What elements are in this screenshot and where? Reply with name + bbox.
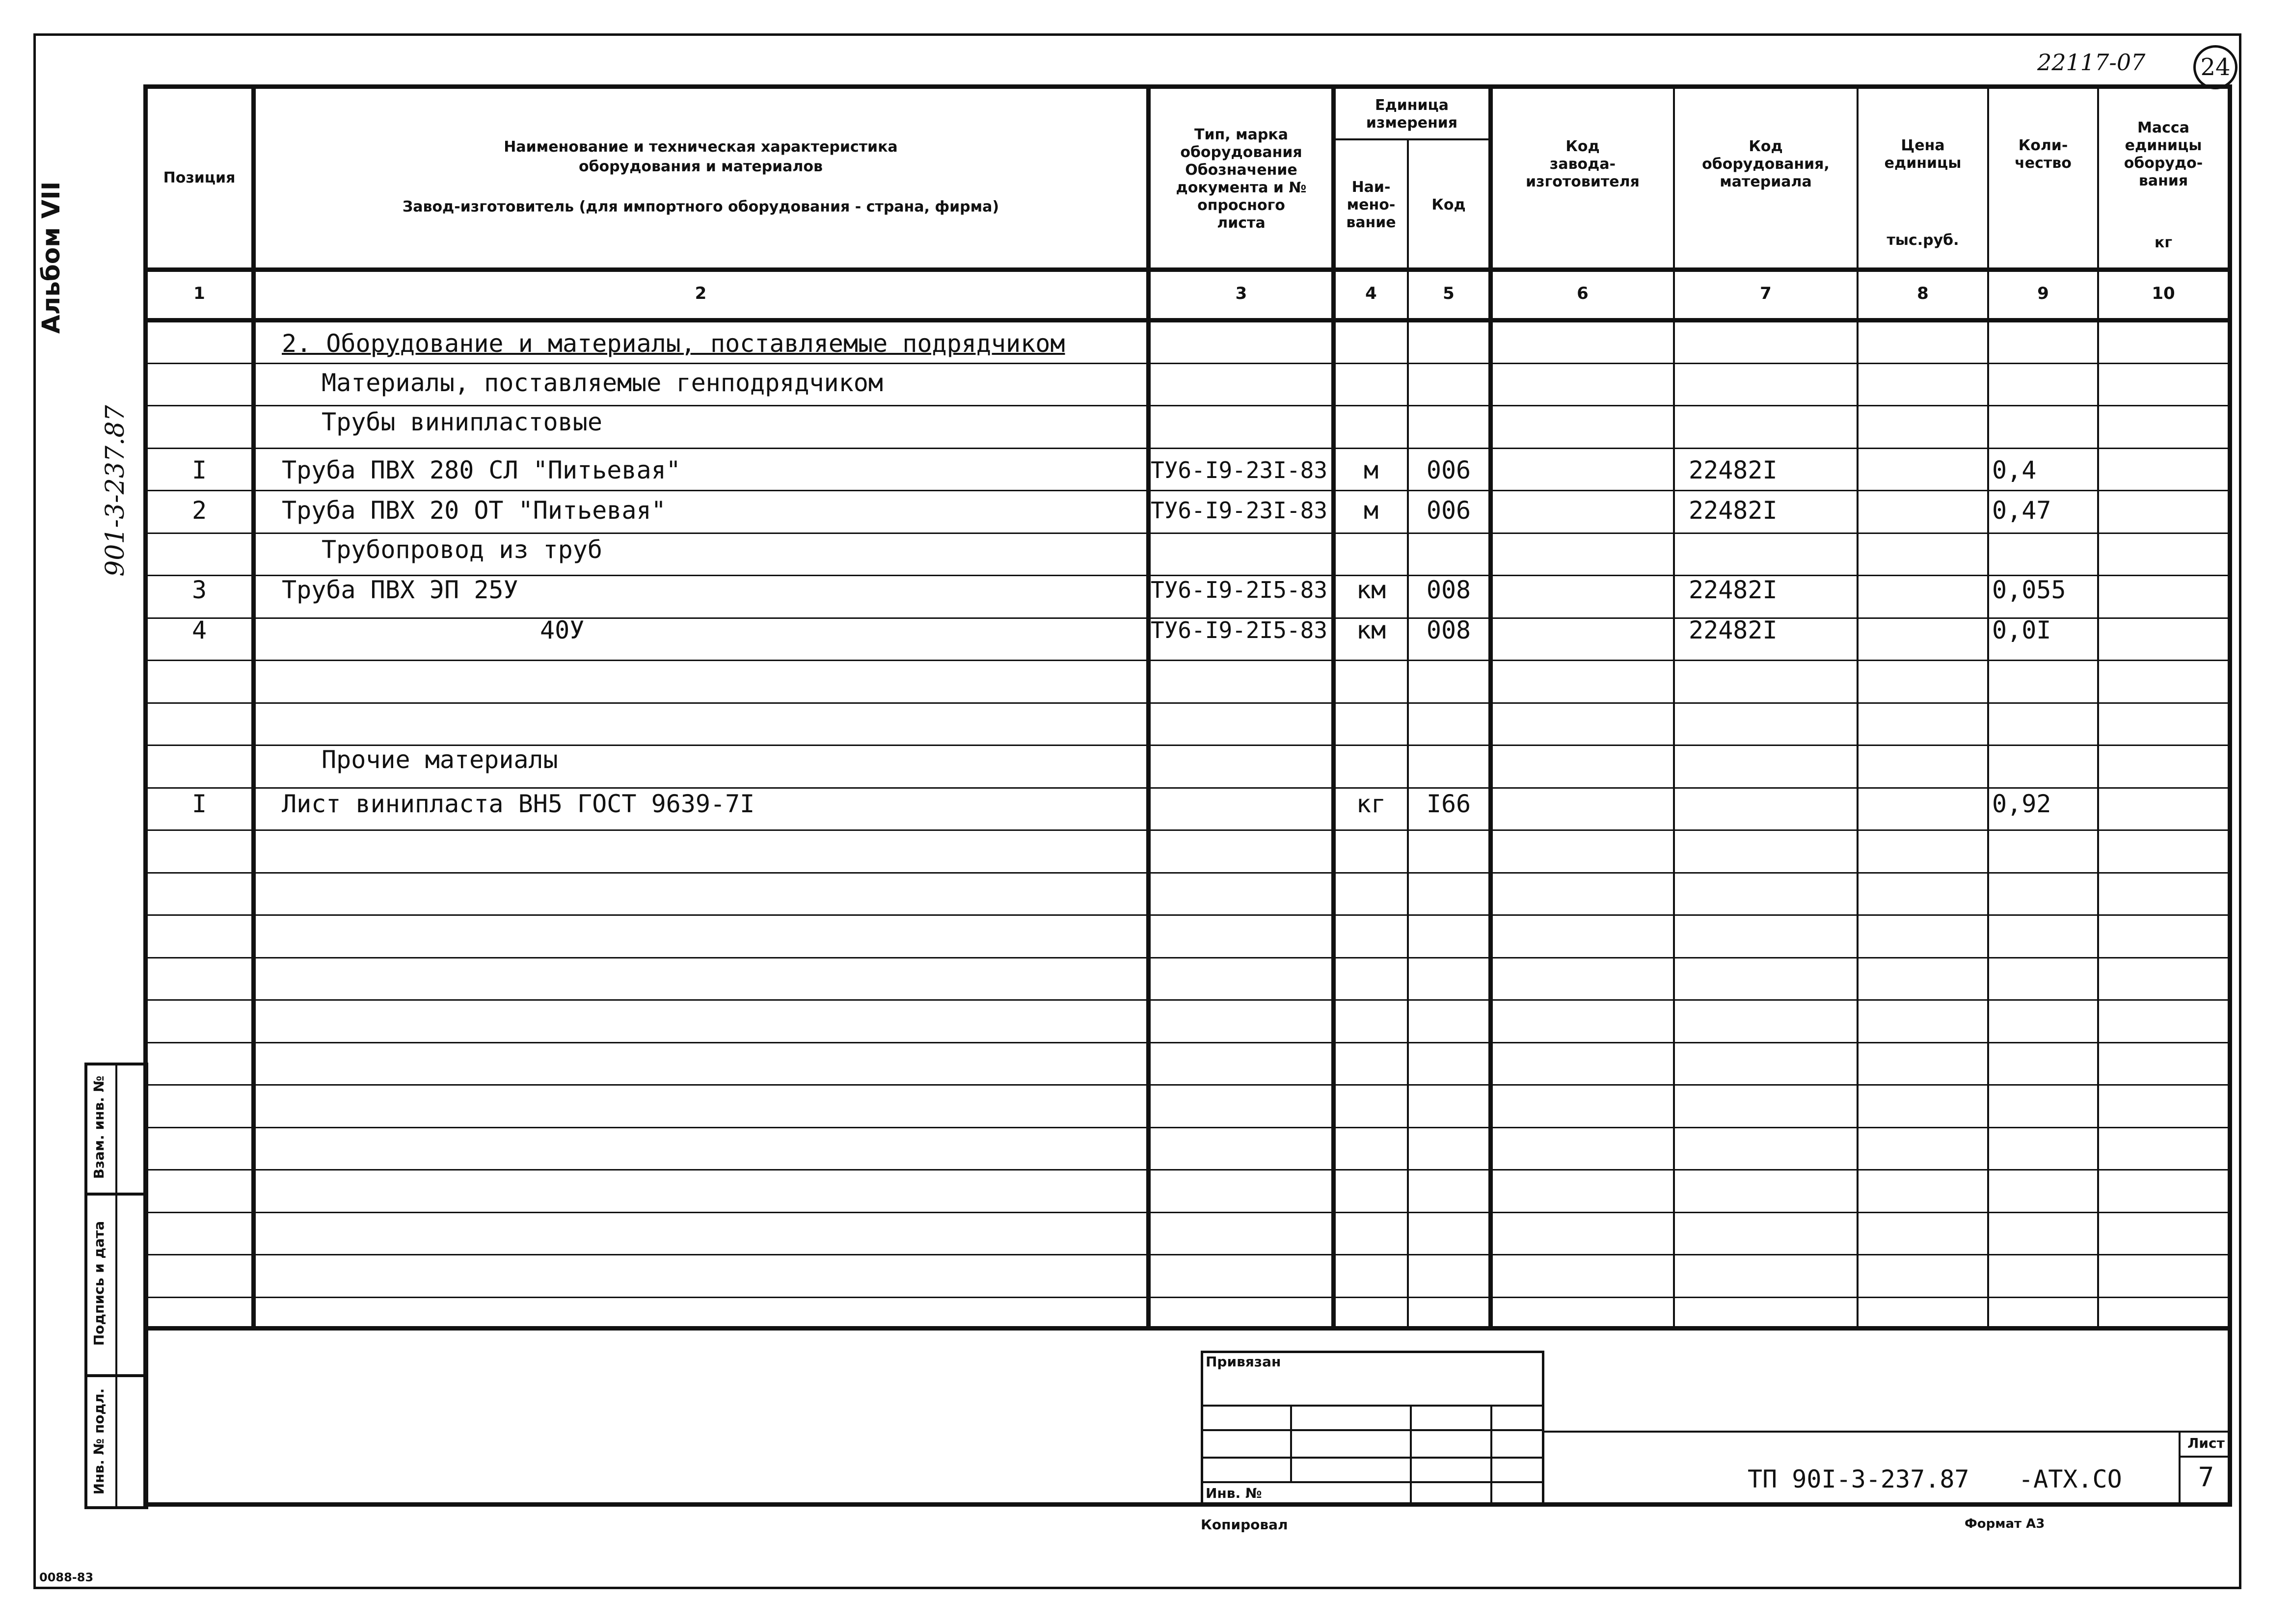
row-divider	[143, 1212, 2232, 1213]
doc-number: 22117-07	[2037, 49, 2146, 76]
row-position: 4	[191, 616, 207, 644]
stamp-signature-date: Подпись и дата	[91, 1221, 107, 1346]
colnum-10: 10	[2152, 284, 2175, 303]
hdr-name-line2: оборудования и материалов	[579, 158, 823, 175]
stamp-inv-podl: Инв. № подл.	[91, 1388, 107, 1495]
designation-suffix: -АТХ.СО	[2019, 1465, 2122, 1493]
project-number-vertical: 901-3-237.87	[101, 405, 130, 577]
hdr-price-unit: тыс.руб.	[1887, 232, 1959, 249]
hdr-unit-code: Код	[1431, 196, 1466, 213]
colnum-7: 7	[1760, 284, 1772, 303]
corner-code: 0088-83	[39, 1571, 94, 1584]
hdr-position: Позиция	[163, 169, 236, 186]
sheet-label: Лист	[2187, 1435, 2225, 1451]
copied-label: Копировал	[1201, 1517, 1288, 1533]
row-divider	[143, 702, 2232, 704]
row-divider	[143, 829, 2232, 831]
row-name: Труба ПВХ 280 СЛ "Питьевая"	[282, 456, 681, 484]
hdr-price: Цена единицы	[1884, 137, 1962, 172]
row-divider	[143, 999, 2232, 1001]
row-name: Прочие материалы	[322, 745, 558, 774]
row-unit: м	[1363, 456, 1379, 484]
row-position: 2	[191, 496, 207, 525]
row-position: I	[191, 456, 207, 484]
row-quantity: 0,92	[1992, 790, 2051, 818]
hdr-mass: Масса единицы оборудо- вания	[2124, 119, 2203, 189]
row-quantity: 0,4	[1992, 456, 2037, 484]
hdr-name-line3: Завод-изготовитель (для импортного оборудования - страна, фирма)	[402, 198, 999, 215]
row-divider	[143, 1297, 2232, 1298]
row-equipment-code: 22482I	[1689, 576, 1778, 604]
row-unit-code: 006	[1426, 456, 1471, 484]
row-unit-code: 008	[1426, 576, 1471, 604]
stamp-vzam-inv: Взам. инв. №	[91, 1075, 107, 1179]
row-unit: м	[1363, 496, 1379, 525]
colnum-5: 5	[1443, 284, 1455, 303]
row-type: ТУ6-I9-2I5-83	[1151, 577, 1328, 603]
row-name: Труба ПВХ ЭП 25У	[282, 576, 518, 604]
row-unit: км	[1356, 616, 1386, 644]
row-divider	[143, 914, 2232, 916]
colnum-8: 8	[1917, 284, 1929, 303]
colnum-9: 9	[2037, 284, 2049, 303]
album-label: Альбом VII	[37, 181, 65, 334]
row-name: Материалы, поставляемые генподрядчиком	[322, 369, 883, 397]
row-type: ТУ6-I9-23I-83	[1151, 497, 1328, 524]
hdr-name-line1: Наименование и техническая характеристика	[504, 138, 898, 156]
row-divider	[143, 1042, 2232, 1043]
row-unit-code: I66	[1426, 790, 1471, 818]
hdr-factory-code: Код завода- изготовителя	[1526, 138, 1640, 190]
hdr-unit-name: Наи- мено- вание	[1346, 178, 1396, 231]
row-quantity: 0,0I	[1992, 616, 2051, 644]
row-name: Трубы винипластовые	[322, 408, 602, 436]
colnum-1: 1	[193, 284, 205, 303]
row-divider	[143, 532, 2232, 534]
row-unit-code: 006	[1426, 496, 1471, 525]
row-name: Трубопровод из труб	[322, 535, 602, 564]
hdr-mass-unit: кг	[2154, 234, 2173, 251]
row-name: Лист винипласта ВН5 ГОСТ 9639-7I	[282, 790, 755, 818]
format-label: Формат А3	[1965, 1517, 2045, 1531]
privyazan-label: Привязан	[1206, 1354, 1281, 1370]
row-divider	[143, 1084, 2232, 1086]
colnum-3: 3	[1235, 284, 1247, 303]
row-position: 3	[191, 576, 207, 604]
row-quantity: 0,055	[1992, 576, 2066, 604]
row-name: 40У	[540, 616, 585, 644]
row-divider	[143, 490, 2232, 491]
hdr-unit-group: Единица измерения	[1366, 96, 1458, 132]
row-unit: кг	[1356, 790, 1386, 818]
hdr-equipment-code: Код оборудования, материала	[1702, 138, 1830, 190]
designation-code: ТП 90I-3-237.87	[1748, 1465, 1969, 1493]
hdr-quantity: Коли- чество	[2015, 137, 2072, 172]
row-divider	[143, 1127, 2232, 1128]
row-divider	[143, 787, 2232, 789]
row-equipment-code: 22482I	[1689, 456, 1778, 484]
row-divider	[143, 660, 2232, 661]
row-divider	[143, 448, 2232, 449]
row-divider	[143, 1254, 2232, 1255]
privyazan-box	[1201, 1351, 1544, 1507]
row-divider	[143, 1169, 2232, 1171]
row-type: ТУ6-I9-2I5-83	[1151, 617, 1328, 643]
row-position: I	[191, 790, 207, 818]
row-unit-code: 008	[1426, 616, 1471, 644]
row-name: 2. Оборудование и материалы, поставляемые подрядчиком	[282, 329, 1065, 358]
row-divider	[143, 957, 2232, 958]
page-number-text: 24	[2200, 53, 2231, 81]
sheet-number: 7	[2198, 1462, 2214, 1492]
hdr-type: Тип, марка оборудования Обозначение документа и № опросного листа	[1176, 126, 1307, 232]
colnum-4: 4	[1365, 284, 1377, 303]
row-divider	[143, 405, 2232, 406]
row-name: Труба ПВХ 20 ОТ "Питьевая"	[282, 496, 666, 525]
row-equipment-code: 22482I	[1689, 616, 1778, 644]
colnum-6: 6	[1577, 284, 1589, 303]
row-type: ТУ6-I9-23I-83	[1151, 457, 1328, 483]
row-divider	[143, 872, 2232, 874]
colnum-2: 2	[695, 284, 707, 303]
row-equipment-code: 22482I	[1689, 496, 1778, 525]
row-quantity: 0,47	[1992, 496, 2051, 525]
row-divider	[143, 363, 2232, 364]
row-unit: км	[1356, 576, 1386, 604]
page-number-circle	[2193, 45, 2237, 89]
inv-no-label: Инв. №	[1206, 1485, 1262, 1501]
